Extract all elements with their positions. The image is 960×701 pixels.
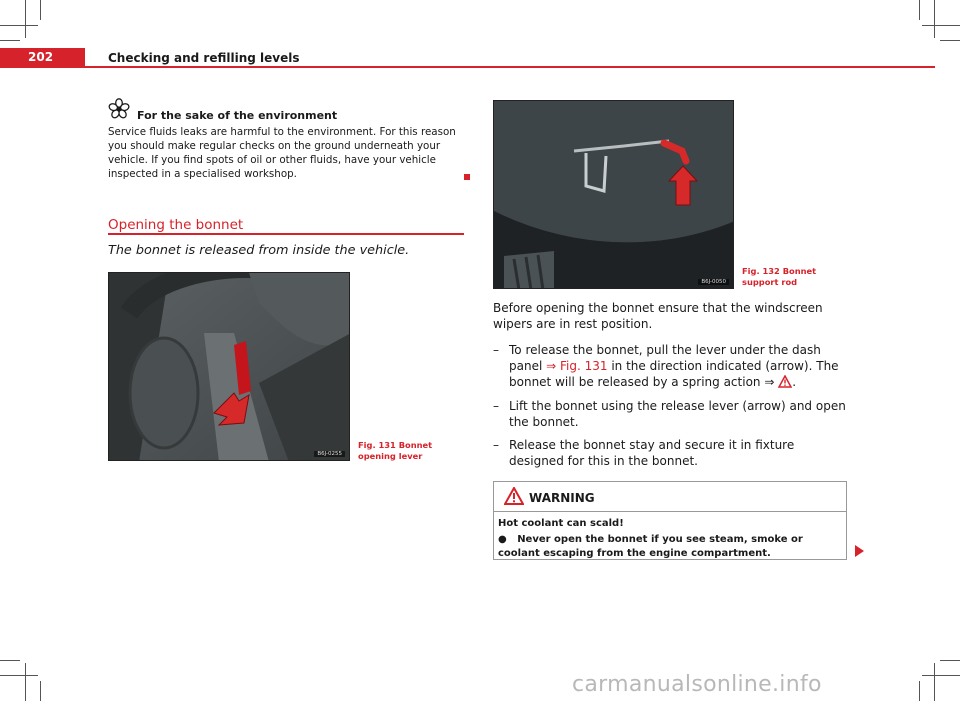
bullet: ● (498, 534, 507, 545)
crop-mark (934, 663, 935, 701)
crop-mark (0, 675, 38, 676)
crop-mark (40, 681, 41, 701)
list-item-text (509, 342, 848, 390)
running-head: Checking and refilling levels (108, 51, 300, 65)
warning-line-2: Never open the bonnet if you see steam, smoke or coolant escaping from the engine compartment. (498, 534, 803, 559)
list-dash: – (493, 343, 499, 357)
warning-header (494, 482, 846, 512)
crop-mark (922, 675, 960, 676)
figure-132-caption: Fig. 132 Bonnet support rod (742, 266, 817, 287)
crop-mark (25, 663, 26, 701)
crop-mark (940, 660, 960, 661)
crop-mark (0, 660, 20, 661)
figure-131-caption: Fig. 131 Bonnet opening lever (358, 440, 433, 461)
crop-mark (919, 681, 920, 701)
watermark: carmanualsonline.info (572, 672, 822, 697)
crop-mark (919, 0, 920, 20)
end-of-section-marker (464, 174, 470, 180)
flower-icon (108, 98, 130, 120)
warning-box (493, 481, 847, 560)
list-item (493, 437, 848, 469)
warning-icon (504, 487, 524, 505)
list-item-text: Release the bonnet stay and secure it in fixture designed for this in the bonnet. (509, 438, 795, 468)
figure-code: B6J-0050 (698, 279, 729, 285)
list-dash: – (493, 438, 499, 452)
crop-mark (940, 40, 960, 41)
environment-title: For the sake of the environment (137, 109, 338, 122)
figure-reference-link[interactable]: ⇒ Fig. 131 (546, 359, 608, 373)
section-title: Opening the bonnet (108, 217, 244, 233)
step-text: in the direction indicated (arrow). The bonnet will be released by a spring action ⇒ (509, 359, 839, 389)
crop-mark (0, 25, 38, 26)
crop-mark (922, 25, 960, 26)
intro-paragraph: Before opening the bonnet ensure that the windscreen wipers are in rest position. (493, 301, 823, 331)
figure-131-image (108, 272, 350, 461)
step-text: To release the bonnet, pull the lever under the dash panel (509, 343, 821, 373)
list-item-text: Lift the bonnet using the release lever (arrow) and open the bonnet. (509, 399, 846, 429)
header-rule (85, 66, 935, 68)
crop-mark (25, 0, 26, 38)
section-rule (108, 233, 464, 235)
page-number: 202 (28, 50, 54, 64)
crop-mark (0, 40, 20, 41)
warning-bullet-text (498, 533, 843, 561)
warning-icon[interactable] (778, 375, 792, 388)
warning-line-1: Hot coolant can scald! (498, 518, 624, 529)
environment-body: Service fluids leaks are harmful to the environment. For this reason you should make regular checks on the ground underneath your vehicle. If you find spots of oil or other fluids, have your vehicle inspected in a specialised workshop. (108, 126, 456, 180)
continue-arrow-icon (855, 545, 864, 557)
list-item (493, 342, 848, 390)
crop-mark (934, 0, 935, 38)
step-text: . (792, 375, 797, 389)
list-dash: – (493, 399, 499, 413)
list-item (493, 398, 848, 430)
warning-label: WARNING (529, 491, 595, 505)
section-subtitle: The bonnet is released from inside the vehicle. (108, 243, 410, 258)
figure-132-image (493, 100, 734, 289)
figure-code: B6J-0255 (314, 451, 345, 457)
crop-mark (40, 0, 41, 20)
